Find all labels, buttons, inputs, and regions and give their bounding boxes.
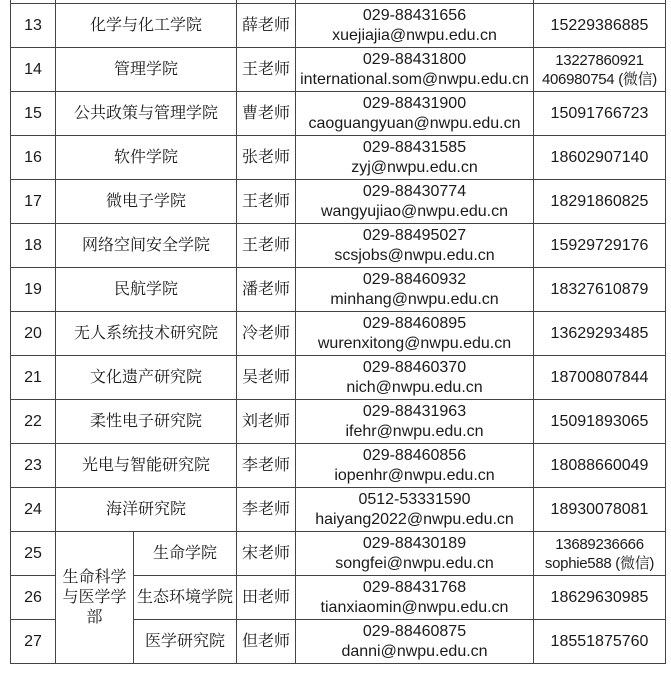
college-cell: 生态环境学院 xyxy=(134,576,237,620)
row-number-cell: 17 xyxy=(11,180,56,224)
mobile-number-text: 13629293485 xyxy=(550,324,649,342)
table-row xyxy=(11,48,666,92)
row-number-cell: 19 xyxy=(11,268,56,312)
contact-cell xyxy=(296,312,534,356)
phone-text: 029-88431900 xyxy=(362,94,467,112)
mobile-number-text: 15929729176 xyxy=(550,236,649,254)
mobile-number-text: 18291860825 xyxy=(550,192,649,210)
phone-text: 029-88431963 xyxy=(362,402,467,420)
contact-cell xyxy=(296,268,534,312)
teacher-cell: 冷老师 xyxy=(237,312,296,356)
wechat-text: 406980754 (微信) xyxy=(541,70,658,88)
row-number-cell: 24 xyxy=(11,488,56,532)
mobile-cell xyxy=(534,312,666,356)
college-cell: 软件学院 xyxy=(56,136,237,180)
phone-text: 0512-53331590 xyxy=(358,490,471,508)
phone-text: 029-88495027 xyxy=(362,226,467,244)
mobile-number-text: 15229386885 xyxy=(550,16,649,34)
mobile-cell xyxy=(534,400,666,444)
mobile-cell xyxy=(534,136,666,180)
mobile-number-text: 15091766723 xyxy=(550,104,649,122)
college-cell: 民航学院 xyxy=(56,268,237,312)
mobile-cell xyxy=(534,532,666,576)
table-row xyxy=(11,268,666,312)
contact-cell xyxy=(296,400,534,444)
table-row xyxy=(11,444,666,488)
college-cell: 公共政策与管理学院 xyxy=(56,92,237,136)
email-text: iopenhr@nwpu.edu.cn xyxy=(334,466,495,484)
teacher-cell: 王老师 xyxy=(237,224,296,268)
table-row xyxy=(11,356,666,400)
email-text: international.som@nwpu.edu.cn xyxy=(300,70,529,88)
email-text: nich@nwpu.edu.cn xyxy=(346,378,483,396)
mobile-cell xyxy=(534,224,666,268)
teacher-cell: 李老师 xyxy=(237,444,296,488)
contact-cell xyxy=(296,356,534,400)
college-cell: 管理学院 xyxy=(56,48,237,92)
phone-text: 029-88430774 xyxy=(362,182,467,200)
row-number-cell: 15 xyxy=(11,92,56,136)
table-row xyxy=(11,180,666,224)
phone-text: 029-88430189 xyxy=(362,534,467,552)
mobile-number-text: 18629630985 xyxy=(550,588,649,606)
mobile-cell xyxy=(534,444,666,488)
phone-text: 029-88460875 xyxy=(362,622,467,640)
phone-text: 029-88431768 xyxy=(362,578,467,596)
mobile-cell xyxy=(534,268,666,312)
contact-cell xyxy=(296,224,534,268)
teacher-cell: 吴老师 xyxy=(237,356,296,400)
contact-cell xyxy=(296,532,534,576)
table-row xyxy=(11,4,666,48)
contact-table xyxy=(10,0,666,664)
table-row xyxy=(11,400,666,444)
contact-cell xyxy=(296,620,534,664)
teacher-cell: 刘老师 xyxy=(237,400,296,444)
row-number-cell: 25 xyxy=(11,532,56,576)
mobile-number-text: 18602907140 xyxy=(550,148,649,166)
email-text: danni@nwpu.edu.cn xyxy=(341,642,488,660)
row-number-cell: 23 xyxy=(11,444,56,488)
wechat-text: sophie588 (微信) xyxy=(544,554,655,572)
college-cell: 光电与智能研究院 xyxy=(56,444,237,488)
phone-text: 029-88431800 xyxy=(362,50,467,68)
phone-text: 029-88460932 xyxy=(362,270,467,288)
college-cell: 海洋研究院 xyxy=(56,488,237,532)
contact-cell xyxy=(296,4,534,48)
contact-cell xyxy=(296,92,534,136)
phone-text: 029-88460895 xyxy=(362,314,467,332)
mobile-cell xyxy=(534,180,666,224)
table-row xyxy=(11,224,666,268)
college-cell: 医学研究院 xyxy=(134,620,237,664)
college-cell: 无人系统技术研究院 xyxy=(56,312,237,356)
table-row xyxy=(11,136,666,180)
email-text: wangyujiao@nwpu.edu.cn xyxy=(320,202,509,220)
teacher-cell: 王老师 xyxy=(237,48,296,92)
contact-cell xyxy=(296,136,534,180)
contact-cell xyxy=(296,576,534,620)
teacher-cell: 张老师 xyxy=(237,136,296,180)
row-number-cell: 27 xyxy=(11,620,56,664)
faculty-group-cell: 生命科学与医学学部 xyxy=(56,532,134,664)
mobile-number-text: 18327610879 xyxy=(550,280,649,298)
email-text: xuejiajia@nwpu.edu.cn xyxy=(332,26,497,44)
mobile-cell xyxy=(534,92,666,136)
email-text: zyj@nwpu.edu.cn xyxy=(351,158,478,176)
contact-cell xyxy=(296,444,534,488)
teacher-cell: 潘老师 xyxy=(237,268,296,312)
email-text: minhang@nwpu.edu.cn xyxy=(330,290,499,308)
mobile-cell xyxy=(534,4,666,48)
mobile-number-text: 18551875760 xyxy=(550,632,649,650)
row-number-cell: 18 xyxy=(11,224,56,268)
email-text: tianxiaomin@nwpu.edu.cn xyxy=(320,598,509,616)
mobile-number-text: 18700807844 xyxy=(550,368,649,386)
row-number-cell: 20 xyxy=(11,312,56,356)
mobile-cell xyxy=(534,620,666,664)
teacher-cell: 李老师 xyxy=(237,488,296,532)
mobile-cell xyxy=(534,576,666,620)
phone-text: 029-88431585 xyxy=(362,138,467,156)
college-cell: 文化遗产研究院 xyxy=(56,356,237,400)
email-text: caoguangyuan@nwpu.edu.cn xyxy=(308,114,521,132)
row-number-cell: 13 xyxy=(11,4,56,48)
mobile-cell xyxy=(534,48,666,92)
college-cell: 柔性电子研究院 xyxy=(56,400,237,444)
row-number-cell: 14 xyxy=(11,48,56,92)
teacher-cell: 田老师 xyxy=(237,576,296,620)
phone-text: 029-88460370 xyxy=(362,358,467,376)
college-cell: 生命学院 xyxy=(134,532,237,576)
contact-table-body xyxy=(11,0,666,664)
teacher-cell: 王老师 xyxy=(237,180,296,224)
row-number-cell: 22 xyxy=(11,400,56,444)
teacher-cell: 薛老师 xyxy=(237,4,296,48)
row-number-cell: 16 xyxy=(11,136,56,180)
mobile-number-text: 18930078081 xyxy=(550,500,649,518)
college-cell: 微电子学院 xyxy=(56,180,237,224)
phone-text: 029-88431656 xyxy=(362,6,467,24)
teacher-cell: 但老师 xyxy=(237,620,296,664)
teacher-cell: 曹老师 xyxy=(237,92,296,136)
contact-cell xyxy=(296,180,534,224)
table-row xyxy=(11,312,666,356)
contact-cell xyxy=(296,48,534,92)
mobile-cell xyxy=(534,488,666,532)
table-row xyxy=(11,488,666,532)
phone-text: 029-88460856 xyxy=(362,446,467,464)
table-row xyxy=(11,92,666,136)
mobile-cell xyxy=(534,356,666,400)
college-cell: 化学与化工学院 xyxy=(56,4,237,48)
email-text: songfei@nwpu.edu.cn xyxy=(335,554,494,572)
row-number-cell: 21 xyxy=(11,356,56,400)
mobile-number-text: 18088660049 xyxy=(550,456,649,474)
mobile-number-text: 13689236666 xyxy=(555,535,644,553)
email-text: scsjobs@nwpu.edu.cn xyxy=(334,246,495,264)
mobile-number-text: 15091893065 xyxy=(550,412,649,430)
row-number-cell: 26 xyxy=(11,576,56,620)
mobile-number-text: 13227860921 xyxy=(555,51,644,69)
email-text: ifehr@nwpu.edu.cn xyxy=(345,422,484,440)
college-cell: 网络空间安全学院 xyxy=(56,224,237,268)
table-row xyxy=(11,532,666,576)
email-text: haiyang2022@nwpu.edu.cn xyxy=(315,510,514,528)
email-text: wurenxitong@nwpu.edu.cn xyxy=(317,334,512,352)
contact-cell xyxy=(296,488,534,532)
teacher-cell: 宋老师 xyxy=(237,532,296,576)
